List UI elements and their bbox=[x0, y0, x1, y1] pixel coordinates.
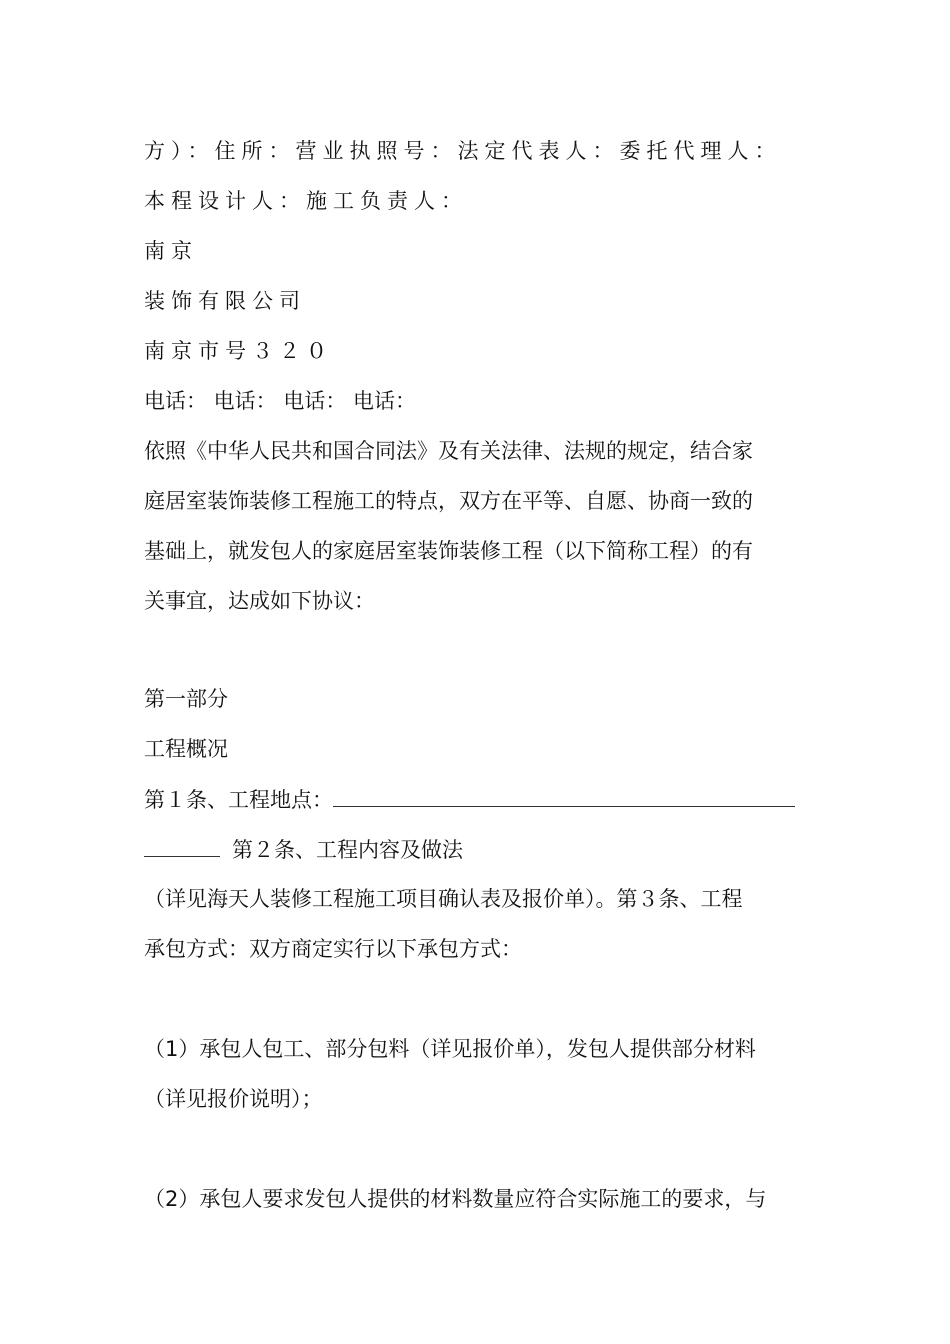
clause-1-line-2: （详见报价说明）； bbox=[144, 1087, 323, 1111]
preamble-line-2: 庭居室装饰装修工程施工的特点，双方在平等、自愿、协商一致的 bbox=[144, 489, 753, 513]
article-2-line bbox=[144, 834, 809, 865]
clause-1-line-1: （1）承包人包工、部分包料（详见报价单），发包人提供部分材料 bbox=[144, 1037, 756, 1061]
city-line: 南京 bbox=[144, 239, 198, 263]
company-line: 装饰有限公司 bbox=[144, 289, 306, 313]
section-heading: 工程概况 bbox=[144, 737, 228, 761]
party-info-line: 方）：住所：营业执照号：法定代表人：委托代理人： bbox=[144, 139, 782, 163]
preamble-line-1: 依照《中华人民共和国合同法》及有关法律、法规的规定，结合家 bbox=[144, 439, 753, 463]
preamble-line-4: 关事宜，达成如下协议： bbox=[144, 589, 375, 613]
article-2-label: 第２条、工程内容及做法 bbox=[232, 838, 463, 862]
article-2-detail-line: （详见海天人装修工程施工项目确认表及报价单）。第３条、工程 bbox=[144, 887, 743, 911]
clause-2-line-1: （2）承包人要求发包人提供的材料数量应符合实际施工的要求，与 bbox=[144, 1187, 767, 1211]
article-1-label: 第１条、工程地点： bbox=[144, 788, 333, 812]
address-line: 南京市号３２０ bbox=[144, 339, 333, 363]
preamble-line-3: 基础上，就发包人的家庭居室装饰装修工程（以下简称工程）的有 bbox=[144, 539, 753, 563]
phone-line: 电话： 电话： 电话： 电话： bbox=[144, 389, 417, 413]
part-heading: 第一部分 bbox=[144, 687, 228, 711]
designer-line: 本程设计人：施工负责人： bbox=[144, 189, 468, 213]
article-1-line bbox=[144, 784, 809, 815]
article-3-line: 承包方式：双方商定实行以下承包方式： bbox=[144, 937, 522, 961]
project-location-blank-cont[interactable] bbox=[144, 834, 220, 857]
project-location-blank[interactable] bbox=[333, 784, 795, 807]
